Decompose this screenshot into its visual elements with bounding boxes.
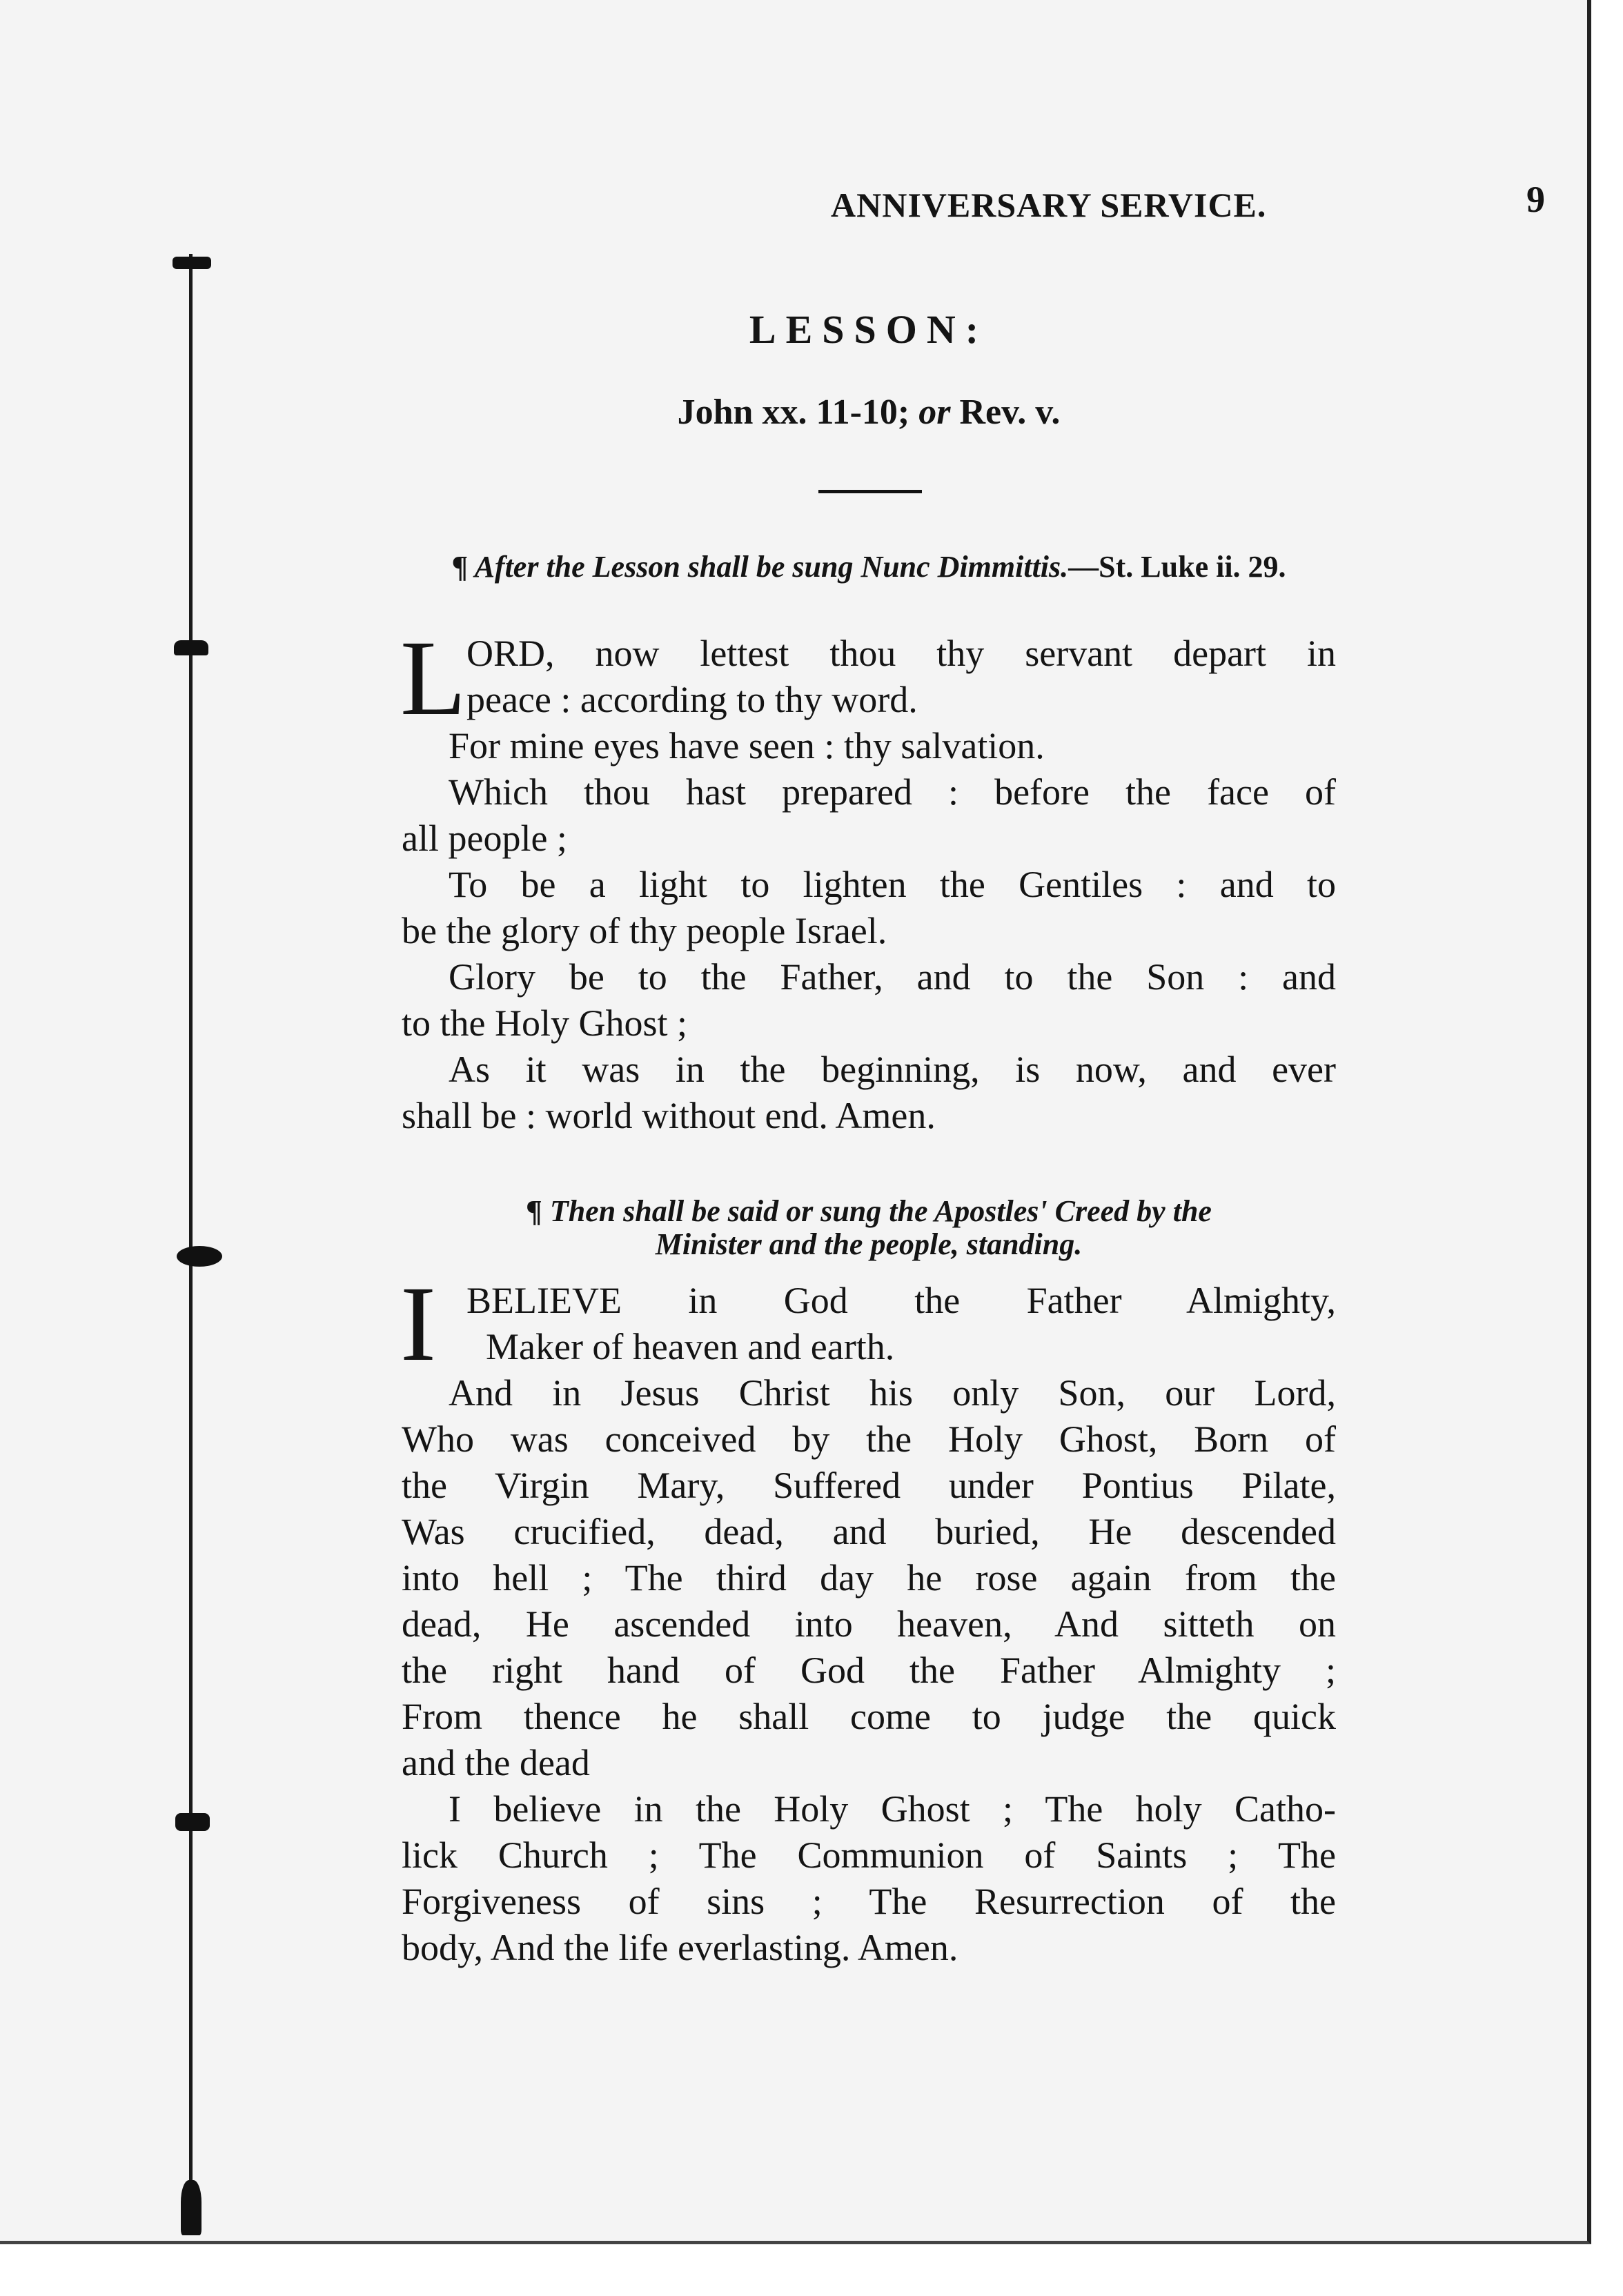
text-line: to the Holy Ghost ; bbox=[402, 1002, 687, 1044]
nunc-dimittis-text bbox=[400, 618, 1336, 1139]
binding-knot bbox=[174, 640, 208, 655]
text-line: Which thou hast prepared : before the face of bbox=[449, 771, 1336, 813]
rubric-reference: —St. Luke ii. 29. bbox=[1068, 550, 1286, 584]
section-heading: LESSON: bbox=[749, 307, 989, 352]
rubric-nunc-dimittis bbox=[402, 551, 1336, 584]
reading-reference bbox=[402, 392, 1336, 433]
text-line: I believe in the Holy Ghost ; The holy Catho- bbox=[449, 1788, 1336, 1830]
rubric-text: After the Lesson shall be sung Nunc Dimmittis. bbox=[474, 550, 1069, 584]
rubric-creed bbox=[402, 1195, 1336, 1261]
binding-knot bbox=[175, 1813, 210, 1831]
text-line: shall be : world without end. Amen. bbox=[402, 1095, 936, 1136]
text-line: Forgiveness of sins ; The Resurrection of the bbox=[402, 1881, 1336, 1922]
text-line: body, And the life everlasting. Amen. bbox=[402, 1927, 958, 1968]
text-line: be the glory of thy people Israel. bbox=[402, 910, 887, 951]
scan-margin-right bbox=[1591, 0, 1623, 2296]
text-line: ORD, now lettest thou thy servant depart in bbox=[466, 633, 1336, 674]
binding-knot bbox=[177, 1246, 222, 1267]
text-line: Who was conceived by the Holy Ghost, Born of bbox=[402, 1418, 1336, 1460]
rubric-text: Then shall be said or sung the Apostles' Creed by the bbox=[549, 1194, 1212, 1228]
text-line: For mine eyes have seen : thy salvation. bbox=[449, 725, 1045, 766]
text-line: all people ; bbox=[402, 818, 567, 859]
text-line: into hell ; The third day he rose again from the bbox=[402, 1557, 1336, 1599]
text-line: lick Church ; The Communion of Saints ; The bbox=[402, 1834, 1336, 1876]
rubric-line: Minister and the people, standing. bbox=[655, 1227, 1083, 1261]
text-line: Was crucified, dead, and buried, He descended bbox=[402, 1511, 1336, 1552]
text-line: the Virgin Mary, Suffered under Pontius Pilate, bbox=[402, 1465, 1336, 1506]
pilcrow-mark: ¶ bbox=[451, 550, 469, 584]
text-line: dead, He ascended into heaven, And sitteth on bbox=[402, 1603, 1336, 1645]
reading-second: Rev. v. bbox=[959, 393, 1061, 432]
rubric-line bbox=[402, 1195, 1336, 1228]
text-line: BELIEVE in God the Father Almighty, bbox=[466, 1280, 1336, 1321]
binding-knot bbox=[173, 257, 211, 269]
text-line: and the dead bbox=[402, 1742, 590, 1783]
running-head bbox=[617, 178, 1545, 233]
running-title: ANNIVERSARY SERVICE. bbox=[831, 186, 1267, 224]
pilcrow-mark: ¶ bbox=[526, 1194, 542, 1228]
text-line: To be a light to lighten the Gentiles : and to bbox=[449, 864, 1336, 905]
apostles-creed-text bbox=[400, 1264, 1336, 1971]
reading-first: John xx. 11-10; bbox=[677, 393, 910, 432]
text-line: Glory be to the Father, and to the Son : and bbox=[449, 956, 1336, 998]
text-line: As it was in the beginning, is now, and ever bbox=[449, 1049, 1336, 1090]
binding-thread bbox=[189, 254, 193, 2234]
text-line: peace : according to thy word. bbox=[466, 679, 918, 720]
binding-knot bbox=[181, 2180, 201, 2235]
text-line: Maker of heaven and earth. bbox=[486, 1326, 895, 1367]
reading-or: or bbox=[918, 393, 951, 432]
text-line: And in Jesus Christ his only Son, our Lord, bbox=[449, 1372, 1336, 1414]
text-line: the right hand of God the Father Almighty ; bbox=[402, 1650, 1336, 1691]
drop-cap: I bbox=[400, 1264, 436, 1383]
scan-margin-bottom bbox=[0, 2244, 1591, 2296]
drop-cap: L bbox=[400, 618, 466, 738]
page-number: 9 bbox=[1526, 179, 1545, 220]
section-rule bbox=[818, 490, 922, 493]
text-line: From thence he shall come to judge the quick bbox=[402, 1696, 1336, 1737]
